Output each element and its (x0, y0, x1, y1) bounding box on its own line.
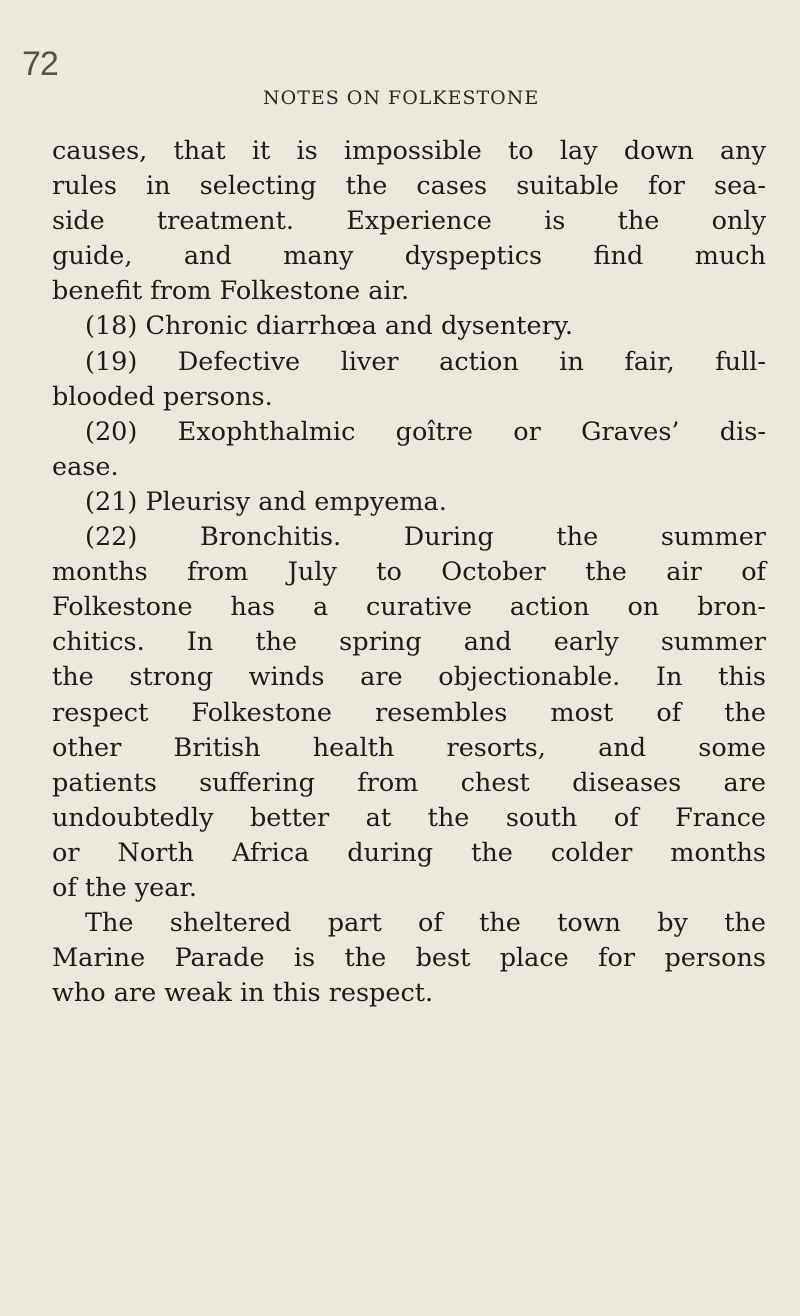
list-item-21: (21) Pleurisy and empyema. (85, 486, 447, 517)
text-line: Folkestone has a curative action on bron- (52, 592, 766, 623)
list-item-19: (19) Defective liver action in fair, full- (85, 346, 766, 377)
text-line: rules in selecting the cases suitable for sea- (52, 171, 766, 202)
text-line: or North Africa during the colder months (52, 837, 766, 868)
text-line: of the year. (52, 872, 197, 903)
text-line: blooded persons. (52, 381, 273, 412)
text-line: ease. (52, 451, 119, 482)
paragraph-start: The sheltered part of the town by the (85, 908, 766, 939)
list-item-20: (20) Exophthalmic goître or Graves’ dis- (85, 416, 766, 447)
list-item-18: (18) Chronic diarrhœa and dysentery. (85, 311, 573, 342)
body-text (52, 134, 766, 1011)
text-line: who are weak in this respect. (52, 978, 434, 1009)
text-line: patients suffering from chest diseases are (52, 767, 766, 798)
text-line: Marine Parade is the best place for persons (52, 943, 766, 974)
text-line: respect Folkestone resembles most of the (52, 697, 766, 728)
text-line: guide, and many dyspeptics find much (52, 241, 766, 272)
list-item-22: (22) Bronchitis. During the summer (85, 522, 766, 553)
text-line: months from July to October the air of (52, 557, 766, 588)
text-line: benefit from Folkestone air. (52, 276, 410, 307)
text-line: chitics. In the spring and early summer (52, 627, 766, 658)
text-line: other British health resorts, and some (52, 732, 766, 763)
text-line: side treatment. Experience is the only (52, 206, 766, 237)
text-line: the strong winds are objectionable. In this (52, 662, 766, 693)
page-number: 72 (22, 45, 58, 83)
running-title: NOTES ON FOLKESTONE (263, 87, 540, 109)
text-line: causes, that it is impossible to lay down any (52, 136, 766, 166)
text-line: undoubtedly better at the south of France (52, 802, 766, 833)
